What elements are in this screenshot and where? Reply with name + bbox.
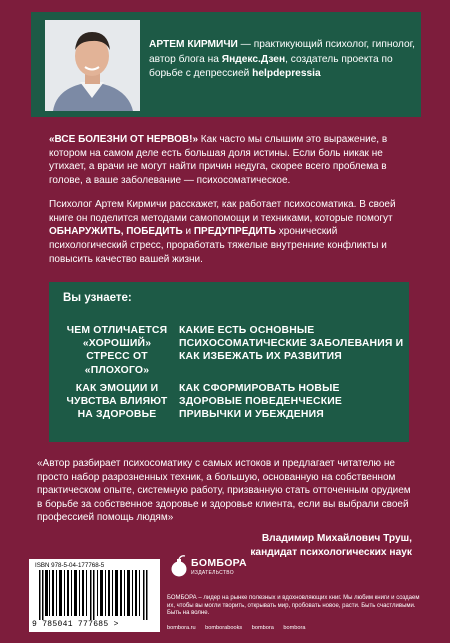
intro-paragraph-1 [49,133,414,188]
isbn-label: ISBN 978-5-04-177768-5 [35,562,105,569]
author-photo [45,20,140,111]
social-link[interactable]: bombora [251,625,274,631]
intro-text [49,133,414,276]
author-platform: Яндекс.Дзен [221,53,286,65]
author-box [31,12,421,117]
learn-box [49,282,409,442]
barcode-icon [39,570,151,620]
intro-emphasis-1: ОБНАРУЖИТЬ, ПОБЕДИТЬ [49,226,183,238]
author-bio [149,38,417,82]
author-bio-part2: , создатель проекта по борьбе с депрессией [149,53,393,79]
review-quote: «Автор разбирает психосоматику с самых истоков и предлагает читателю не просто набор разрозненных техник, а большую, основанную на собственном практическом опыте, системную работу, призванную стать отточенным орудием в борьбе за собственное здоровье и здоровье клиента, если вы выбрали своей профессией помощь людям» [37,458,411,523]
isbn-barcode [29,559,160,632]
bomb-icon [169,554,189,578]
social-links [167,625,427,631]
isbn-digits: 9 785041 777685 > [32,620,119,629]
learn-item: КАК СФОРМИРОВАТЬ НОВЫЕ ЗДОРОВЫЕ ПОВЕДЕНЧЕСКИЕ ПРИВЫЧКИ И УБЕЖДЕНИЯ [179,383,343,421]
publisher-sub: ИЗДАТЕЛЬСТВО [191,570,234,576]
intro-emphasis-2: ПРЕДУПРЕДИТЬ [193,226,276,238]
publisher-name: БОМБОРА [191,557,247,569]
social-link[interactable]: bombora [283,625,306,631]
social-link[interactable]: bomborabooks [205,625,243,631]
review-author [250,532,412,559]
publisher-logo [167,551,247,581]
author-name: АРТЕМ КИРМИЧИ [149,39,238,50]
intro-headline: «ВСЕ БОЛЕЗНИ ОТ НЕРВОВ!» [49,134,199,145]
publisher-description: БОМБОРА – лидер на рынке полезных и вдохновляющих книг. Мы любим книги и создаем их, чтобы вы могли творить, открывать мир, пробовать новое, расти. Быть счастливыми. Быть на волне. [167,595,420,617]
learn-title: Вы узнаете: [63,292,132,304]
social-link[interactable]: bombora.ru [167,625,196,631]
review-author-name: Владимир Михайлович Труш, [261,533,412,544]
intro-p2-text-a: Психолог Артем Кирмичи расскажет, как работает психосоматика. В своей книге он поделится методами самопомощи и техниками, которые помогут [49,198,396,224]
intro-paragraph-2 [49,198,414,267]
learn-item: ЧЕМ ОТЛИЧАЕТСЯ «ХОРОШИЙ» СТРЕСС ОТ «ПЛОХОГО» [66,325,168,376]
intro-p2-and: и [182,226,194,238]
intro-p2-text-b: хронический психологический стресс, проработать тяжелые внутренние конфликты и повысить качество вашей жизни. [49,226,387,265]
author-project: helpdepressia [252,68,321,79]
review-author-title: кандидат психологических наук [250,546,412,558]
learn-item: КАКИЕ ЕСТЬ ОСНОВНЫЕ ПСИХОСОМАТИЧЕСКИЕ ЗАБОЛЕВАНИЯ И КАК ИЗБЕЖАТЬ ИХ РАЗВИТИЯ [179,325,404,363]
learn-item: КАК ЭМОЦИИ И ЧУВСТВА ВЛИЯЮТ НА ЗДОРОВЬЕ [66,383,168,421]
intro-p1-text: Как часто мы слышим это выражение, в котором на самом деле есть большая доля истины. Если боль никак не утихает, а врачи не могут найти причин недуга, скорее всего проблема в голове, а ваше заболевание — психосоматическое. [49,134,388,187]
author-bio-part1: — практикующий психолог, гипнолог, автор блога на [149,39,415,65]
